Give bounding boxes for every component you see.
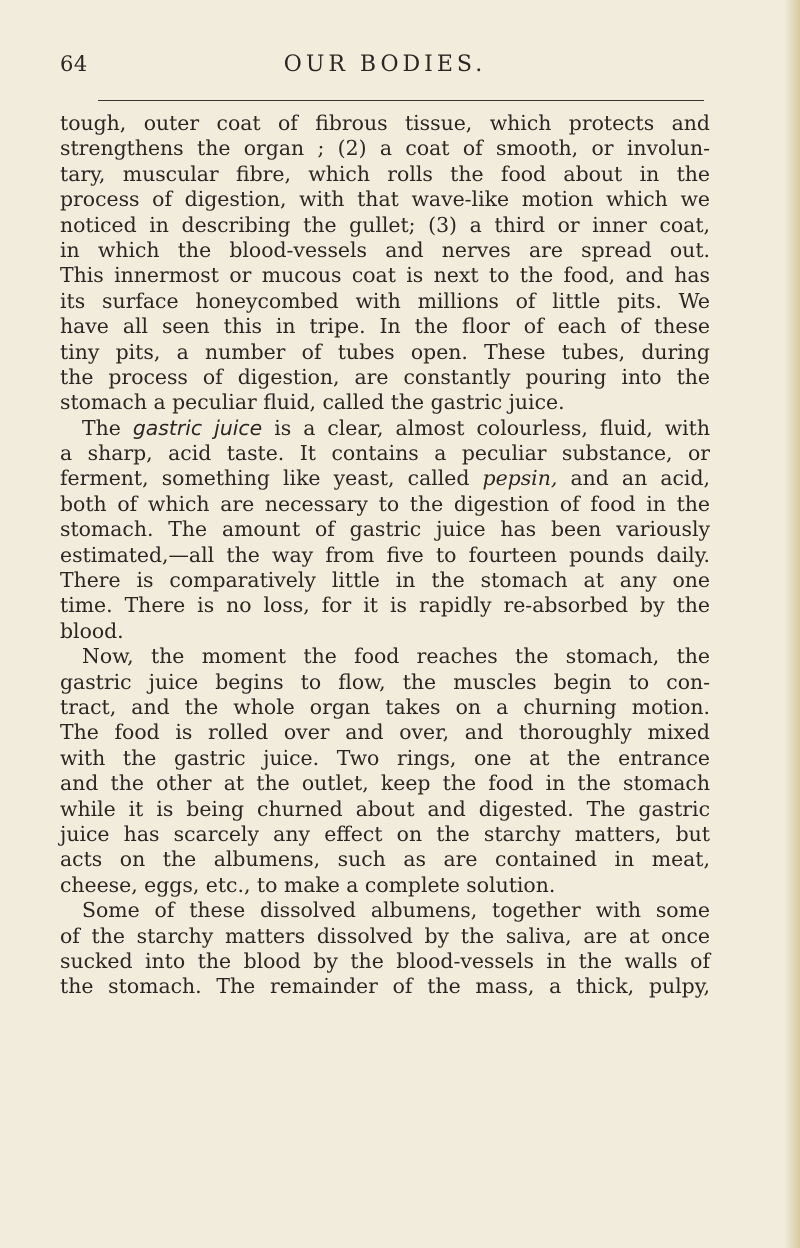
text-run: The: [82, 415, 133, 440]
text-line: time. There is no loss, for it is rapidly re-absorbed by the: [60, 593, 710, 618]
text-line: Now, the moment the food reaches the stomach, the: [82, 644, 710, 669]
text-line: with the gastric juice. Two rings, one at the entrance: [60, 745, 710, 770]
text-line: a sharp, acid taste. It contains a peculiar substance, or: [60, 441, 710, 466]
text-run: and an acid,: [557, 466, 710, 491]
text-line: estimated,—all the way from five to fourteen pounds daily.: [60, 542, 710, 567]
text-line: tiny pits, a number of tubes open. These tubes, during: [60, 339, 710, 364]
running-head: [60, 52, 710, 92]
text-line: the stomach. The remainder of the mass, a thick, pulpy,: [60, 974, 710, 999]
text-line: noticed in describing the gullet; (3) a third or inner coat,: [60, 212, 710, 237]
page-number: 64: [60, 52, 88, 76]
term-pepsin: pepsin,: [482, 466, 558, 491]
text-line: in which the blood-vessels and nerves are spread out.: [60, 237, 710, 262]
text-line: [60, 416, 710, 441]
text-line: stomach. The amount of gastric juice has been variously: [60, 517, 710, 542]
text-line: strengthens the organ ; (2) a coat of smooth, or involun-: [60, 136, 710, 161]
page-edge-shadow: [784, 0, 800, 1248]
text-line: its surface honeycombed with millions of little pits. We: [60, 288, 710, 313]
text-line: while it is being churned about and digested. The gastric: [60, 796, 710, 821]
text-line: both of which are necessary to the digestion of food in the: [60, 491, 710, 516]
text-line: blood.: [60, 618, 124, 643]
text-line: There is comparatively little in the stomach at any one: [60, 568, 710, 593]
running-title: OUR BODIES.: [283, 52, 487, 77]
text-line: acts on the albumens, such as are contained in meat,: [60, 847, 710, 872]
text-line: have all seen this in tripe. In the floor of each of these: [60, 314, 710, 339]
text-line: and the other at the outlet, keep the food in the stomach: [60, 771, 710, 796]
text-line: Some of these dissolved albumens, together with some: [82, 898, 710, 923]
text-line: the process of digestion, are constantly pouring into the: [60, 364, 710, 389]
text-line: cheese, eggs, etc., to make a complete solution.: [60, 872, 556, 897]
text-line: tract, and the whole organ takes on a churning motion.: [60, 694, 710, 719]
text-line: of the starchy matters dissolved by the saliva, are at once: [60, 923, 710, 948]
text-run: ferment, something like yeast, called: [60, 466, 483, 491]
term-gastric-juice: gastric juice: [132, 415, 263, 440]
text-run: is a clear, almost colourless, fluid, with: [262, 415, 710, 440]
text-line: juice has scarcely any effect on the starchy matters, but: [60, 821, 710, 846]
body-text: [60, 111, 710, 1000]
text-line: This innermost or mucous coat is next to the food, and has: [60, 263, 710, 288]
text-line: The food is rolled over and over, and thoroughly mixed: [60, 720, 710, 745]
text-line: tary, muscular fibre, which rolls the food about in the: [60, 161, 710, 186]
text-line: stomach a peculiar fluid, called the gastric juice.: [60, 390, 565, 415]
text-line: process of digestion, with that wave-like motion which we: [60, 187, 710, 212]
text-line: sucked into the blood by the blood-vessels in the walls of: [60, 948, 710, 973]
header-rule: [98, 100, 704, 101]
text-line: [60, 466, 710, 491]
text-line: tough, outer coat of fibrous tissue, which protects and: [60, 111, 710, 135]
text-line: gastric juice begins to flow, the muscles begin to con-: [60, 669, 710, 694]
